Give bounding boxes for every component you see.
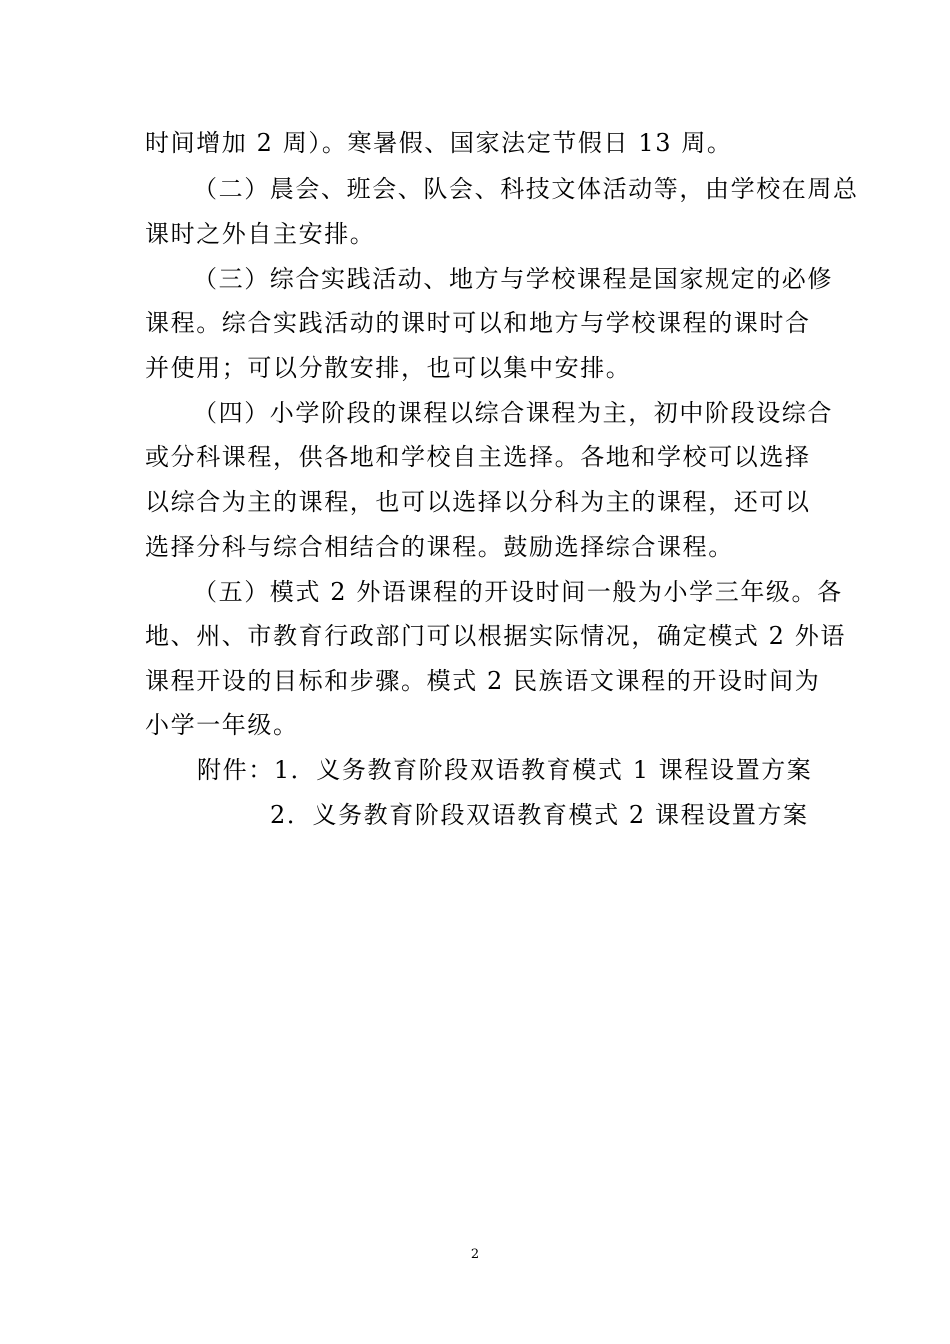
paragraph-line: （四）小学阶段的课程以综合课程为主，初中阶段设综合 <box>193 399 833 427</box>
page-number: 2 <box>470 1247 480 1262</box>
paragraph-line: 课时之外自主安排。 <box>145 220 376 248</box>
attachment-item: 1．义务教育阶段双语教育模式 1 课程设置方案 <box>273 756 813 784</box>
attachment-item: 2．义务教育阶段双语教育模式 2 课程设置方案 <box>270 801 809 829</box>
paragraph-line: 以综合为主的课程，也可以选择以分科为主的课程，还可以 <box>145 488 811 516</box>
paragraph-line: 并使用；可以分散安排，也可以集中安排。 <box>145 354 632 382</box>
attachment-label: 附件： <box>197 756 274 784</box>
paragraph-line: 时间增加 2 周）。寒暑假、国家法定节假日 13 周。 <box>145 129 733 157</box>
paragraph-line: 课程开设的目标和步骤。模式 2 民族语文课程的开设时间为 <box>145 667 821 695</box>
paragraph-line: （五）模式 2 外语课程的开设时间一般为小学三年级。各 <box>193 578 843 606</box>
attachment-line <box>197 755 812 785</box>
paragraph-line: （二）晨会、班会、队会、科技文体活动等，由学校在周总 <box>193 175 859 203</box>
paragraph-line: 地、州、市教育行政部门可以根据实际情况，确定模式 2 外语 <box>145 622 846 650</box>
paragraph-line: 或分科课程，供各地和学校自主选择。各地和学校可以选择 <box>145 443 811 471</box>
paragraph-line: 小学一年级。 <box>145 711 299 739</box>
paragraph-line: （三）综合实践活动、地方与学校课程是国家规定的必修 <box>193 265 833 293</box>
paragraph-line: 选择分科与综合相结合的课程。鼓励选择综合课程。 <box>145 533 734 561</box>
paragraph-line: 课程。综合实践活动的课时可以和地方与学校课程的课时合 <box>145 309 811 337</box>
